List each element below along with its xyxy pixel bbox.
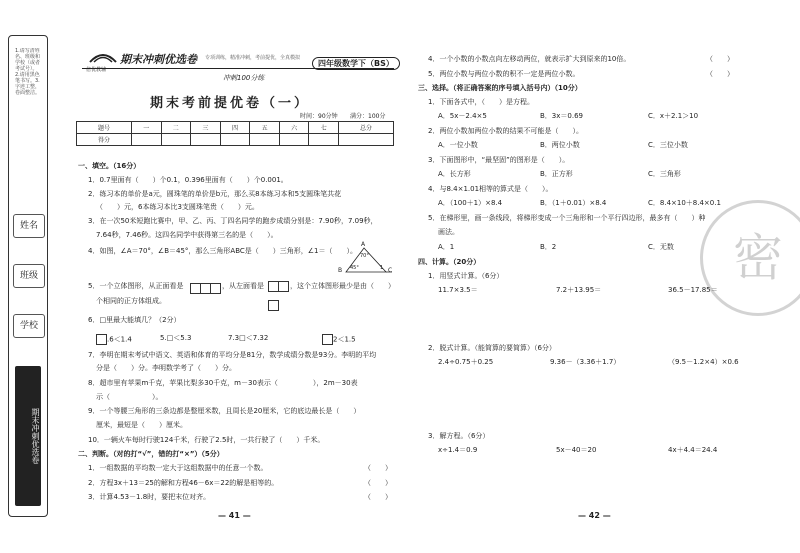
choice-3-a[interactable]: A．长方形 xyxy=(438,170,471,178)
question-5-part4: 个相同的正方体组成。 xyxy=(96,297,166,305)
choice-2: 2．两位小数加两位小数的结果不可能是（ ）。 xyxy=(428,127,583,135)
score-input[interactable] xyxy=(131,134,161,146)
judge-3: 3．计算4.53－1.8时，要把末位对齐。 xyxy=(88,493,211,501)
question-6: 6．□里最大能填几？（2分） xyxy=(88,316,181,324)
question-5-part1: 5．一个立体图形，从正面看是 xyxy=(88,282,184,290)
sidebar-brand-logo: 期末冲刺优选卷 xyxy=(15,366,41,506)
choice-5-b[interactable]: B．2 xyxy=(540,243,557,251)
exam-title: 期末考前提优卷（一） xyxy=(150,96,311,111)
choice-2-a[interactable]: A．一位小数 xyxy=(438,141,478,149)
judge-2: 2．方程3x＋13＝25的解和方程46－6x＝22的解是相等的。 xyxy=(88,479,279,487)
choice-2-b[interactable]: B．两位小数 xyxy=(540,141,580,149)
choice-3-b[interactable]: B．正方形 xyxy=(540,170,573,178)
calc-1-c: 36.5－17.85＝ xyxy=(668,286,718,294)
question-6a: .6＜1.4 xyxy=(96,334,132,345)
calc-1-a: 11.7×3.5＝ xyxy=(438,286,478,294)
vertex-b-label: B xyxy=(338,267,343,274)
front-view-figure xyxy=(190,278,221,297)
choice-5-c[interactable]: C．无数 xyxy=(648,243,674,251)
question-9-line2: 厘米，最短是（ ）厘米。 xyxy=(96,421,187,429)
question-6b: 5.□＜5.3 xyxy=(160,334,192,342)
score-input[interactable] xyxy=(250,134,280,146)
question-10: 10．一辆火车每时行驶124千米，行驶了2.5时，一共行驶了（ ）千米。 xyxy=(88,436,325,444)
judge-1-answer[interactable]: （ ） xyxy=(364,464,392,472)
score-cell: 总分 xyxy=(339,122,394,134)
binding-sidebar xyxy=(8,35,48,517)
angle-1-label: 1 xyxy=(380,265,384,271)
brand-slogans: 专项训练，精准冲刺，考前提优，全真模拟 xyxy=(205,55,301,61)
triangle-figure xyxy=(336,241,394,276)
section-judge: 二、判断。（对的打“√”，错的打“×”）（5分） xyxy=(78,450,224,458)
brand-title: 期末冲刺优选卷 xyxy=(120,53,197,66)
question-4: 4．如图，∠A＝70°，∠B＝45°，那么三角形ABC是（ ）三角形，∠1＝（ ）。 xyxy=(88,247,357,255)
choice-5-line1: 5．在梯形里，画一条线段，将梯形变成一个三角形和一个平行四边形，最多有（ ）种 xyxy=(428,214,706,222)
question-7-line1: 7．李明在期末考试中语文、英语和体育的平均分是81分，数学成绩分数是93分。李明的平均 xyxy=(88,351,377,359)
name-field[interactable]: 姓名 xyxy=(13,214,45,238)
score-input[interactable] xyxy=(220,134,250,146)
score-cell: 四 xyxy=(220,122,250,134)
answer-box[interactable] xyxy=(96,334,107,345)
calc-3-a: x÷1.4＝0.9 xyxy=(438,446,478,454)
answer-box[interactable] xyxy=(322,334,333,345)
choice-4-b[interactable]: B．（1＋0.01）×8.4 xyxy=(540,199,607,207)
choice-2-c[interactable]: C．三位小数 xyxy=(648,141,688,149)
question-9-line1: 9．一个等腰三角形的三条边都是整厘米数，且周长是20厘米，它的底边最长是（ ） xyxy=(88,407,361,415)
question-8-line1: 8．超市里有苹果m千克，苹果比梨多30千克，m－30表示（ ），2m－30表 xyxy=(88,379,358,387)
judge-5: 5．两位小数与两位小数的积不一定是两位小数。 xyxy=(428,70,580,78)
choice-1-c[interactable]: C．x＋2.1＞10 xyxy=(648,112,699,120)
exam-time: 时间：90分钟 xyxy=(300,113,338,120)
score-cell: 得分 xyxy=(77,134,132,146)
score-cell: 六 xyxy=(279,122,309,134)
question-6c: 7.3□＜7.32 xyxy=(228,334,269,342)
question-2-line1: 2．练习本的单价是a元，圆珠笔的单价是b元，那么买8本练习本和5支圆珠笔共花 xyxy=(88,190,342,198)
confidential-stamp: 密 xyxy=(700,200,800,316)
question-1: 1．0.7里面有（ ）个0.1，0.396里面有（ ）个0.001。 xyxy=(88,176,288,184)
section-fill-blank: 一、填空。（16分） xyxy=(78,162,141,170)
score-input[interactable] xyxy=(339,134,394,146)
score-cell: 题号 xyxy=(77,122,132,134)
choice-4-a[interactable]: A．（100＋1）×8.4 xyxy=(438,199,503,207)
judge-4-answer[interactable]: （ ） xyxy=(706,55,734,63)
page-number-left: — 41 — xyxy=(218,511,251,520)
question-2-line2: （ ）元，6本练习本比3支圆珠笔贵（ ）元。 xyxy=(96,203,259,211)
judge-5-answer[interactable]: （ ） xyxy=(706,70,734,78)
question-3-line1: 3．在一次50米短跑比赛中，甲、乙、丙、丁四名同学的跑步成绩分别是：7.90秒，7.09秒， xyxy=(88,217,378,225)
vertex-a-label: A xyxy=(361,241,366,248)
score-cell: 五 xyxy=(250,122,280,134)
score-table-header-row xyxy=(77,122,394,134)
vertex-c-label: C xyxy=(388,267,393,274)
score-cell: 二 xyxy=(161,122,191,134)
section-calculation: 四、计算。（20分） xyxy=(418,258,481,266)
question-5-part2: ，从左面看是 xyxy=(222,282,264,290)
exam-notes: 1.请写清姓名、班级和学校（或者考试号）。2.请用黑色笔书写。3.字迹工整，卷面整洁。 xyxy=(15,48,41,96)
page-number-right: — 42 — xyxy=(578,511,611,520)
grade-badge: 四年级数学下（BS） xyxy=(312,57,400,70)
score-cell: 一 xyxy=(131,122,161,134)
calc-3-c: 4x＋4.4＝24.4 xyxy=(668,446,718,454)
score-table xyxy=(76,121,394,146)
calc-2-c: （9.5－1.2×4）×0.6 xyxy=(668,358,739,366)
calc-3: 3．解方程。（6分） xyxy=(428,432,490,440)
calc-1-b: 7.2＋13.95＝ xyxy=(556,286,602,294)
calc-2: 2．脱式计算。（能简算的要简算）（6分） xyxy=(428,344,556,352)
choice-1: 1．下面各式中，（ ）是方程。 xyxy=(428,98,534,106)
score-table-score-row xyxy=(77,134,394,146)
judge-1: 1．一组数据的平均数一定大于这组数据中的任意一个数。 xyxy=(88,464,268,472)
choice-1-b[interactable]: B．3x＝0.69 xyxy=(540,112,583,120)
score-input[interactable] xyxy=(191,134,221,146)
choice-3-c[interactable]: C．三角形 xyxy=(648,170,681,178)
question-6d: 2＜1.5 xyxy=(322,334,356,345)
judge-3-answer[interactable]: （ ） xyxy=(364,493,392,501)
angle-b-label: 45° xyxy=(350,265,359,271)
choice-5-line2: 画法。 xyxy=(438,228,459,236)
score-input[interactable] xyxy=(279,134,309,146)
class-field[interactable]: 班级 xyxy=(13,264,45,288)
judge-4: 4．一个小数的小数点向左移动两位，就表示扩大到原来的10倍。 xyxy=(428,55,631,63)
calc-1: 1．用竖式计算。（6分） xyxy=(428,272,504,280)
question-8-line2: 示（ ）。 xyxy=(96,393,163,401)
angle-a-label: 70° xyxy=(360,253,369,259)
choice-4: 4．与8.4×1.01相等的算式是（ ）。 xyxy=(428,185,553,193)
question-7-line2: 分是（ ）分。李明数学考了（ ）分。 xyxy=(96,364,236,372)
choice-3: 3．下面图形中，“最坚固”的图形是（ ）。 xyxy=(428,156,570,164)
school-field[interactable]: 学校 xyxy=(13,314,45,338)
header-rule xyxy=(82,68,394,69)
left-view-figure xyxy=(268,276,290,314)
choice-1-a[interactable]: A．5x－2.4×5 xyxy=(438,112,487,120)
calc-3-b: 5x－40＝20 xyxy=(556,446,597,454)
score-input[interactable] xyxy=(309,134,339,146)
subtitle: 冲刺100分练 xyxy=(223,74,265,82)
calc-2-a: 2.4÷0.75＋0.25 xyxy=(438,358,494,366)
score-input[interactable] xyxy=(161,134,191,146)
score-cell: 七 xyxy=(309,122,339,134)
score-cell: 三 xyxy=(191,122,221,134)
publisher-logo xyxy=(88,48,118,66)
publisher-name: 倍优教辅 xyxy=(86,67,107,73)
choice-4-c[interactable]: C．8.4×10＋8.4×0.1 xyxy=(648,199,721,207)
calc-2-b: 9.36－（3.36＋1.7） xyxy=(550,358,621,366)
question-5-part3: ，这个立体图形最少是由（ ） xyxy=(290,282,395,290)
section-choice: 三、选择。（将正确答案的序号填入括号内）（10分） xyxy=(418,84,582,92)
judge-2-answer[interactable]: （ ） xyxy=(364,479,392,487)
choice-5-a[interactable]: A．1 xyxy=(438,243,455,251)
exam-full-score: 满分：100分 xyxy=(350,113,386,120)
question-3-line2: 7.64秒，7.46秒。这四名同学中获得第三名的是（ ）。 xyxy=(96,231,278,239)
